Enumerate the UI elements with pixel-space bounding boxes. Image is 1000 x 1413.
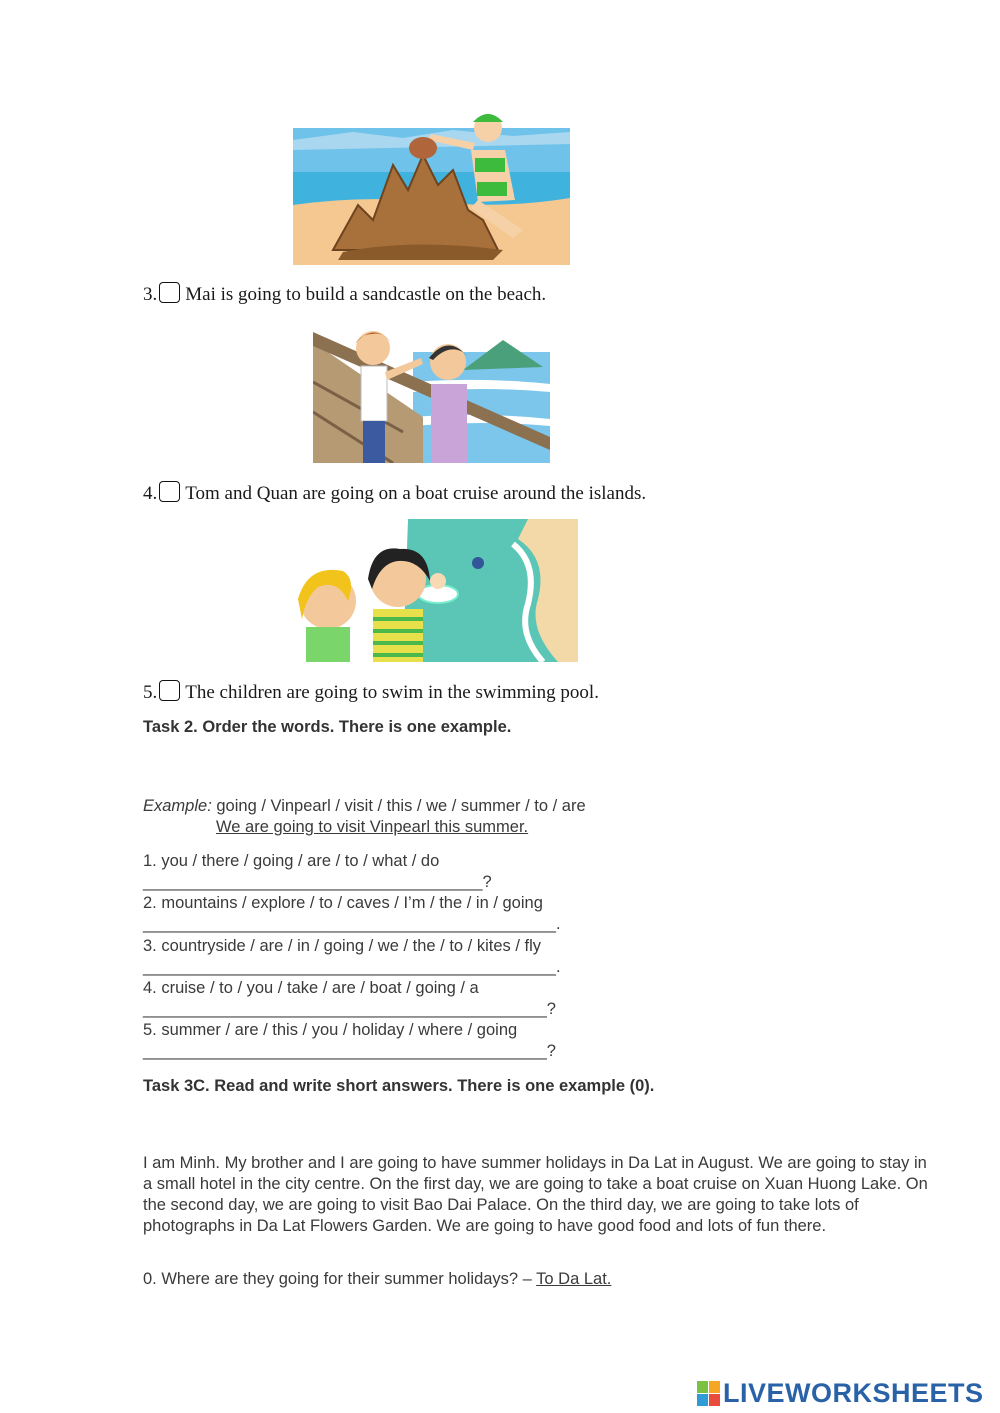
boat-cruise-illustration xyxy=(313,322,550,463)
statement-3-text: Mai is going to build a sandcastle on the beach. xyxy=(185,284,547,305)
task2-q5-answer-line[interactable]: ____________________________________________? xyxy=(143,1042,556,1060)
task2-q1-words: 1. you / there / going / are / to / what / do xyxy=(143,852,440,870)
statement-3-checkbox[interactable] xyxy=(159,282,180,303)
task3-title: Task 3C. Read and write short answers. There is one example (0). xyxy=(143,1077,655,1095)
liveworksheets-wordmark: LIVEWORKSHEETS xyxy=(723,1378,984,1408)
task3-q0: 0. Where are they going for their summer holidays? – xyxy=(143,1270,532,1288)
statement-3 xyxy=(143,282,546,306)
task2-q3-answer-line[interactable]: _____________________________________________. xyxy=(143,958,561,976)
task2-q1-answer-line[interactable]: _____________________________________? xyxy=(143,873,492,891)
task2-title: Task 2. Order the words. There is one example. xyxy=(143,718,512,736)
swimming-illustration xyxy=(288,519,578,662)
statement-4-checkbox[interactable] xyxy=(159,481,180,502)
liveworksheets-mark-icon xyxy=(697,1381,721,1407)
liveworksheets-logo xyxy=(697,1378,984,1409)
task2-q2-answer-line[interactable]: _____________________________________________. xyxy=(143,915,561,933)
statement-4-number: 4. xyxy=(143,483,158,504)
task2-q4-words: 4. cruise / to / you / take / are / boat / going / a xyxy=(143,979,479,997)
task2-q3-words: 3. countryside / are / in / going / we / the / to / kites / fly xyxy=(143,937,542,955)
statement-5-number: 5. xyxy=(143,682,158,703)
sandcastle-illustration xyxy=(293,110,570,265)
statement-5-checkbox[interactable] xyxy=(159,680,180,701)
example-words: going / Vinpearl / visit / this / we / summer / to / are xyxy=(216,797,586,815)
task3-example xyxy=(143,1270,611,1289)
example-answer: We are going to visit Vinpearl this summer. xyxy=(216,818,529,836)
statement-4-text: Tom and Quan are going on a boat cruise around the islands. xyxy=(185,483,647,504)
task2-q4-answer-line[interactable]: ____________________________________________? xyxy=(143,1000,556,1018)
task3-a0: To Da Lat. xyxy=(536,1270,612,1288)
statement-5-text: The children are going to swim in the swimming pool. xyxy=(185,682,599,703)
example-label: Example: xyxy=(143,797,212,815)
statement-5 xyxy=(143,680,599,704)
statement-4 xyxy=(143,481,646,505)
statement-3-number: 3. xyxy=(143,284,158,305)
task2-q2-words: 2. mountains / explore / to / caves / I’m / the / in / going xyxy=(143,894,543,912)
task2-q5-words: 5. summer / are / this / you / holiday / where / going xyxy=(143,1021,518,1039)
task3-passage: I am Minh. My brother and I are going to have summer holidays in Da Lat in August. We are going to stay in a small hotel in the city centre. On the first day, we are going to take a boat cruise on Xuan Huong Lake. On the second day, we are going to visit Bao Dai Palace. On the third day, we are going to take lots of photographs in Da Lat Flowers Garden. We are going to have good food and lots of fun there. xyxy=(143,1154,928,1235)
task2-example xyxy=(143,797,586,816)
